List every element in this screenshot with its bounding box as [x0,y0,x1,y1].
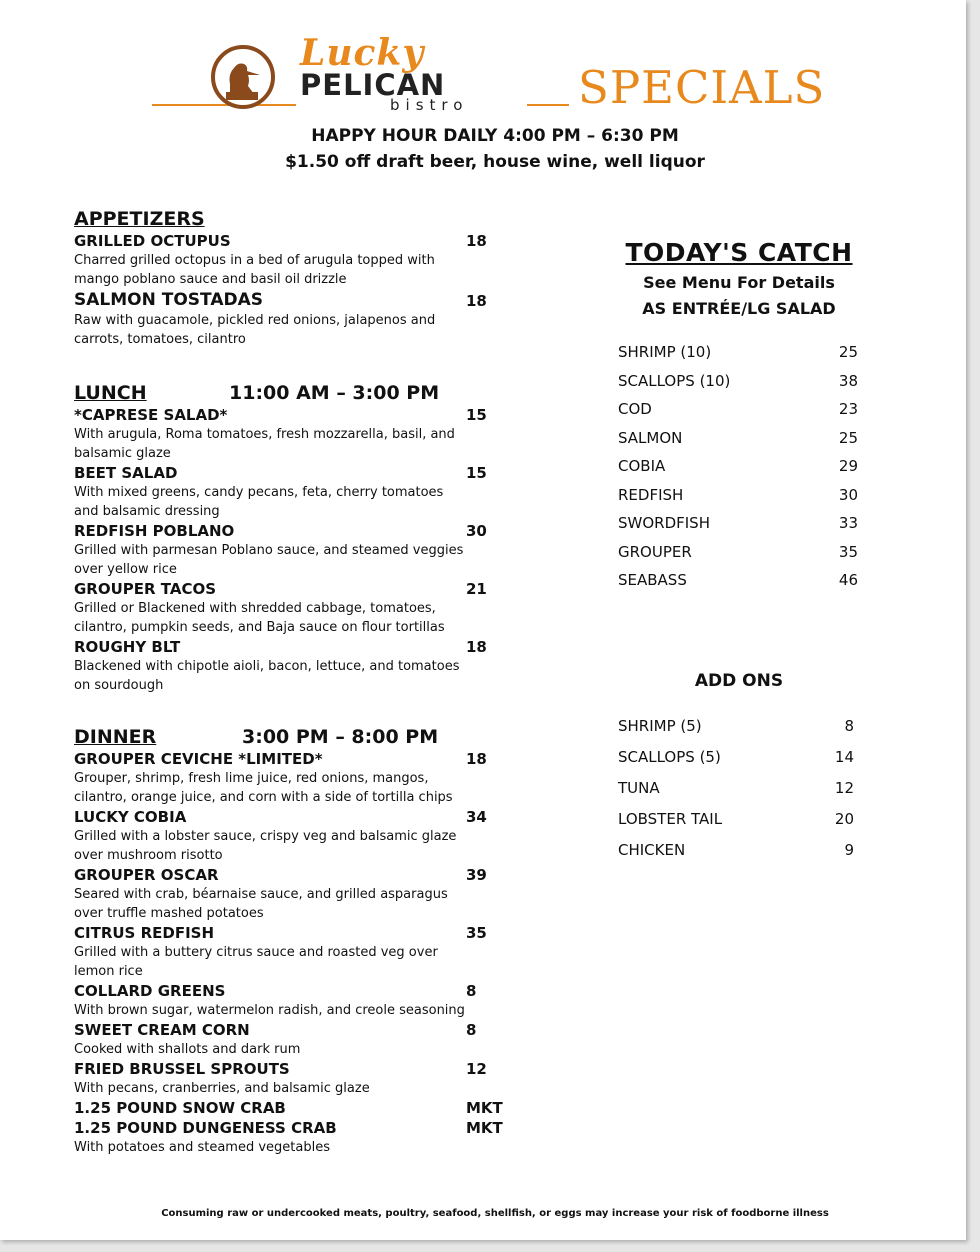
item-desc: Grilled with a lobster sauce, crispy veg and balsamic glaze over mushroom risotto [74,829,457,863]
section-time: 3:00 PM – 8:00 PM [242,726,439,748]
section-time: 11:00 AM – 3:00 PM [229,382,440,404]
menu-item [74,231,504,289]
menu-item [74,521,504,579]
catch-item [618,566,860,595]
item-name: COLLARD GREENS [74,982,226,1000]
item-desc: With pecans, cranberries, and balsamic glaze [74,1081,370,1096]
catch-price: 35 [838,542,858,561]
menu-left-column [74,207,504,1157]
catch-price: 33 [838,514,858,532]
catch-name: REDFISH [618,485,684,504]
catch-price: 25 [838,428,858,447]
section-appetizers [74,207,504,231]
logo-bistro-text: bistro [390,96,469,114]
item-name: 1.25 POUND SNOW CRAB [74,1099,286,1117]
catch-item [618,424,860,453]
item-desc: Blackened with chipotle aioli, bacon, lettuce, and tomatoes on sourdough [74,659,460,693]
menu-item [74,981,504,1020]
happy-hour-offer: $1.50 off draft beer, house wine, well liquor [285,152,705,172]
item-desc: With mixed greens, candy pecans, feta, cherry tomatoes and balsamic dressing [74,485,444,519]
catch-name: COBIA [618,457,666,475]
menu-item [74,1098,504,1118]
catch-name: SEABASS [618,571,687,589]
item-name: GRILLED OCTUPUS [74,232,231,250]
todays-catch-subtitle: See Menu For Details [643,273,835,292]
addon-price: 14 [834,747,854,766]
item-name: CITRUS REDFISH [74,924,215,942]
addon-item [618,835,860,866]
section-title: DINNER [74,726,157,748]
item-price: 35 [466,924,487,942]
catch-price: 29 [838,457,858,475]
addon-item [618,773,860,804]
menu-item [74,865,504,923]
happy-hour-time: HAPPY HOUR DAILY 4:00 PM – 6:30 PM [311,126,679,146]
item-price: MKT [466,1119,503,1137]
item-price: 15 [466,464,487,482]
section-dinner [74,725,504,749]
add-ons-title: ADD ONS [694,670,784,691]
catch-item [618,509,860,538]
section-lunch [74,381,504,405]
catch-price: 23 [838,400,858,418]
menu-item [74,1059,504,1098]
menu-item [74,807,504,865]
item-price: 39 [466,866,487,884]
catch-price: 46 [838,571,858,589]
menu-item [74,637,504,695]
item-desc: Raw with guacamole, pickled red onions, jalapenos and carrots, tomatoes, cilantro [74,313,436,347]
item-price: 18 [466,750,487,768]
item-price: MKT [466,1099,503,1117]
item-name: SALMON TOSTADAS [74,290,263,310]
menu-item [74,289,504,349]
item-price: 21 [466,580,487,598]
item-price: 18 [466,292,487,310]
catch-name: SCALLOPS (10) [618,371,731,390]
item-desc: Grilled or Blackened with shredded cabbage, tomatoes, cilantro, pumpkin seeds, and Baja sauce on flour tortillas [74,601,445,635]
header-rule-right [527,104,569,106]
item-name: ROUGHY BLT [74,638,181,656]
addon-price: 12 [834,778,854,797]
item-desc: Grilled with a buttery citrus sauce and roasted veg over lemon rice [74,945,438,979]
catch-item [618,395,860,424]
catch-item [618,538,860,567]
item-name: REDFISH POBLANO [74,522,235,540]
item-name: *CAPRESE SALAD* [74,406,228,424]
addon-price: 9 [844,840,854,859]
item-price: 8 [466,1021,477,1039]
item-name: GROUPER OSCAR [74,866,219,884]
item-desc: Grouper, shrimp, fresh lime juice, red onions, mangos, cilantro, orange juice, and corn with a side of tortilla chips [74,771,453,805]
todays-catch-title: TODAY'S CATCH [625,238,853,267]
item-name: 1.25 POUND DUNGENESS CRAB [74,1119,337,1137]
section-title: APPETIZERS [74,208,205,230]
item-desc: With arugula, Roma tomatoes, fresh mozzarella, basil, and balsamic glaze [74,427,455,461]
item-price: 18 [466,232,487,250]
addon-price: 20 [834,809,854,828]
addon-name: SCALLOPS (5) [618,747,721,766]
catch-name: GROUPER [618,542,692,561]
catch-price: 38 [838,371,858,390]
addon-name: LOBSTER TAIL [618,809,723,828]
catch-name: SWORDFISH [618,514,710,532]
item-desc: Cooked with shallots and dark rum [74,1042,301,1057]
item-name: SWEET CREAM CORN [74,1021,250,1039]
menu-item [74,1118,504,1157]
addon-name: TUNA [618,778,660,797]
menu-item [74,463,504,521]
item-desc: Seared with crab, béarnaise sauce, and grilled asparagus over truffle mashed potatoes [74,887,448,921]
catch-price: 30 [838,485,858,504]
item-name: LUCKY COBIA [74,808,187,826]
item-desc: Charred grilled octopus in a bed of arugula topped with mango poblano sauce and basil oil drizzle [74,253,435,287]
menu-item [74,579,504,637]
menu-right-column [618,236,860,866]
item-price: 30 [466,522,487,540]
item-price: 8 [466,982,477,1000]
menu-item [74,749,504,807]
catch-item [618,367,860,396]
addon-item [618,804,860,835]
logo-pelican-text: PELICAN [300,68,446,102]
addon-name: SHRIMP (5) [618,716,702,735]
addon-name: CHICKEN [618,840,686,859]
catch-name: COD [618,400,652,418]
catch-name: SHRIMP (10) [618,343,712,361]
item-name: GROUPER CEVICHE *LIMITED* [74,750,323,768]
menu-item [74,1020,504,1059]
item-price: 12 [466,1060,487,1078]
addon-item [618,742,860,773]
addon-item [618,711,860,742]
catch-name: SALMON [618,428,683,447]
catch-item [618,452,860,481]
item-price: 34 [466,808,487,826]
item-name: BEET SALAD [74,464,178,482]
item-price: 15 [466,406,487,424]
item-name: GROUPER TACOS [74,580,217,598]
item-desc: Grilled with parmesan Poblano sauce, and steamed veggies over yellow rice [74,543,464,577]
catch-item [618,481,860,510]
logo-lucky-text: Lucky [300,32,425,74]
item-name: FRIED BRUSSEL SPROUTS [74,1060,290,1078]
item-price: 18 [466,638,487,656]
section-title: LUNCH [74,382,147,404]
catch-item [618,338,860,367]
addon-price: 8 [844,716,854,735]
pelican-logo-icon [210,44,276,110]
menu-item [74,923,504,981]
catch-price: 25 [838,343,858,361]
foodborne-disclaimer: Consuming raw or undercooked meats, poultry, seafood, shellfish, or eggs may increase your risk of foodborne illness [161,1208,829,1219]
specials-title: SPECIALS [578,61,826,114]
item-desc: With brown sugar, watermelon radish, and creole seasoning [74,1003,465,1018]
menu-item [74,405,504,463]
item-desc: With potatoes and steamed vegetables [74,1140,330,1155]
todays-catch-format: AS ENTRÉE/LG SALAD [642,299,836,318]
